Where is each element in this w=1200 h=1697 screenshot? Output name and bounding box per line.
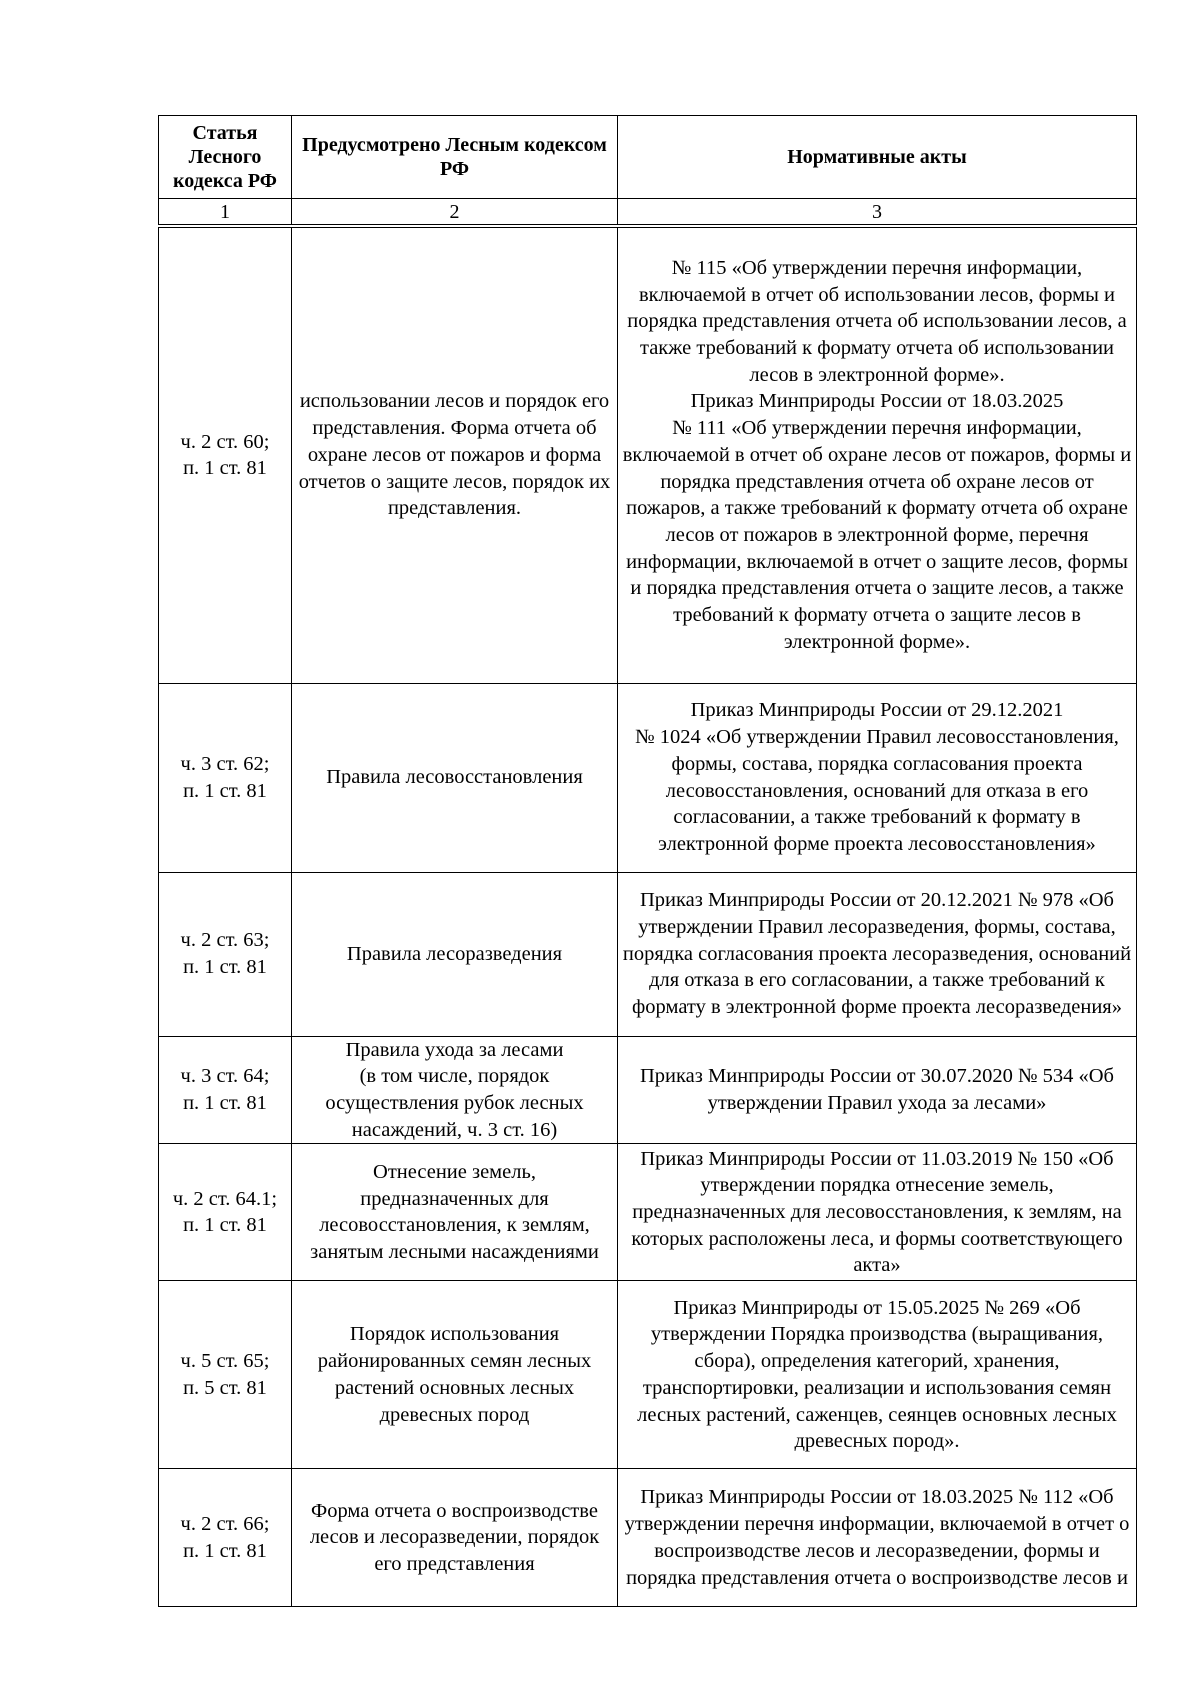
column-number: 2	[292, 199, 618, 227]
regulations-table	[158, 115, 1137, 1607]
header-article: Статья Лесного кодекса РФ	[159, 116, 292, 199]
table-row	[159, 1144, 1137, 1281]
acts-cell: № 115 «Об утверждении перечня информации, включаемой в отчет об использовании лесов, формы и порядка представления отчета об использовании лесов, а также требований к формату отчета об использовании лесов в электронной форме». Приказ Минприроды России от 18.03.2025 № 111 «Об утверждении перечня информации, включаемой в отчет об охране лесов от пожаров, формы и порядка представления отчета об охране лесов от пожаров, а также требований к формату отчета об охране лесов от пожаров в электронной форме, перечня информации, включаемой в отчет о защите лесов, формы и порядка представления отчета о защите лесов, а также требований к формату отчета о защите лесов в электронной форме».	[618, 226, 1137, 683]
header-acts: Нормативные акты	[618, 116, 1137, 199]
table-row	[159, 683, 1137, 872]
column-number-row	[159, 199, 1137, 227]
column-number: 3	[618, 199, 1137, 227]
table-header-row	[159, 116, 1137, 199]
article-cell: ч. 3 ст. 64; п. 1 ст. 81	[159, 1036, 292, 1144]
table-row	[159, 1281, 1137, 1469]
column-number: 1	[159, 199, 292, 227]
provision-cell: Правила лесоразведения	[292, 872, 618, 1036]
provision-cell: Порядок использования районированных семян лесных растений основных лесных древесных пород	[292, 1281, 618, 1469]
table-row	[159, 1469, 1137, 1607]
acts-cell: Приказ Минприроды России от 18.03.2025 № 112 «Об утверждении перечня информации, включаемой в отчет о воспроизводстве лесов и лесоразведении, формы и порядка представления отчета о воспроизводстве лесов и	[618, 1469, 1137, 1607]
provision-cell: использовании лесов и порядок его представления. Форма отчета об охране лесов от пожаров и форма отчетов о защите лесов, порядок их представления.	[292, 226, 618, 683]
article-cell: ч. 5 ст. 65; п. 5 ст. 81	[159, 1281, 292, 1469]
acts-cell: Приказ Минприроды России от 29.12.2021 № 1024 «Об утверждении Правил лесовосстановления, формы, состава, порядка согласования проекта лесовосстановления, оснований для отказа в его согласовании, а также требований к формату в электронной форме проекта лесовосстановления»	[618, 683, 1137, 872]
table-row	[159, 872, 1137, 1036]
acts-cell: Приказ Минприроды от 15.05.2025 № 269 «Об утверждении Порядка производства (выращивания, сбора), определения категорий, хранения, транспортировки, реализации и использования семян лесных растений, саженцев, сеянцев основных лесных древесных пород».	[618, 1281, 1137, 1469]
article-cell: ч. 2 ст. 64.1; п. 1 ст. 81	[159, 1144, 292, 1281]
header-provision: Предусмотрено Лесным кодексом РФ	[292, 116, 618, 199]
provision-cell: Правила ухода за лесами (в том числе, порядок осуществления рубок лесных насаждений, ч. 3 ст. 16)	[292, 1036, 618, 1144]
provision-cell: Отнесение земель, предназначенных для лесовосстановления, к землям, занятым лесными насаждениями	[292, 1144, 618, 1281]
provision-cell: Форма отчета о воспроизводстве лесов и лесоразведении, порядок его представления	[292, 1469, 618, 1607]
article-cell: ч. 2 ст. 60; п. 1 ст. 81	[159, 226, 292, 683]
acts-cell: Приказ Минприроды России от 30.07.2020 № 534 «Об утверждении Правил ухода за лесами»	[618, 1036, 1137, 1144]
table-row	[159, 1036, 1137, 1144]
article-cell: ч. 3 ст. 62; п. 1 ст. 81	[159, 683, 292, 872]
article-cell: ч. 2 ст. 66; п. 1 ст. 81	[159, 1469, 292, 1607]
provision-cell: Правила лесовосстановления	[292, 683, 618, 872]
table-row	[159, 226, 1137, 683]
acts-cell: Приказ Минприроды России от 11.03.2019 № 150 «Об утверждении порядка отнесение земель, предназначенных для лесовосстановления, к землям, на которых расположены леса, и формы соответствующего акта»	[618, 1144, 1137, 1281]
acts-cell: Приказ Минприроды России от 20.12.2021 № 978 «Об утверждении Правил лесоразведения, формы, состава, порядка согласования проекта лесоразведения, оснований для отказа в его согласовании, а также требований к формату в электронной форме проекта лесоразведения»	[618, 872, 1137, 1036]
article-cell: ч. 2 ст. 63; п. 1 ст. 81	[159, 872, 292, 1036]
